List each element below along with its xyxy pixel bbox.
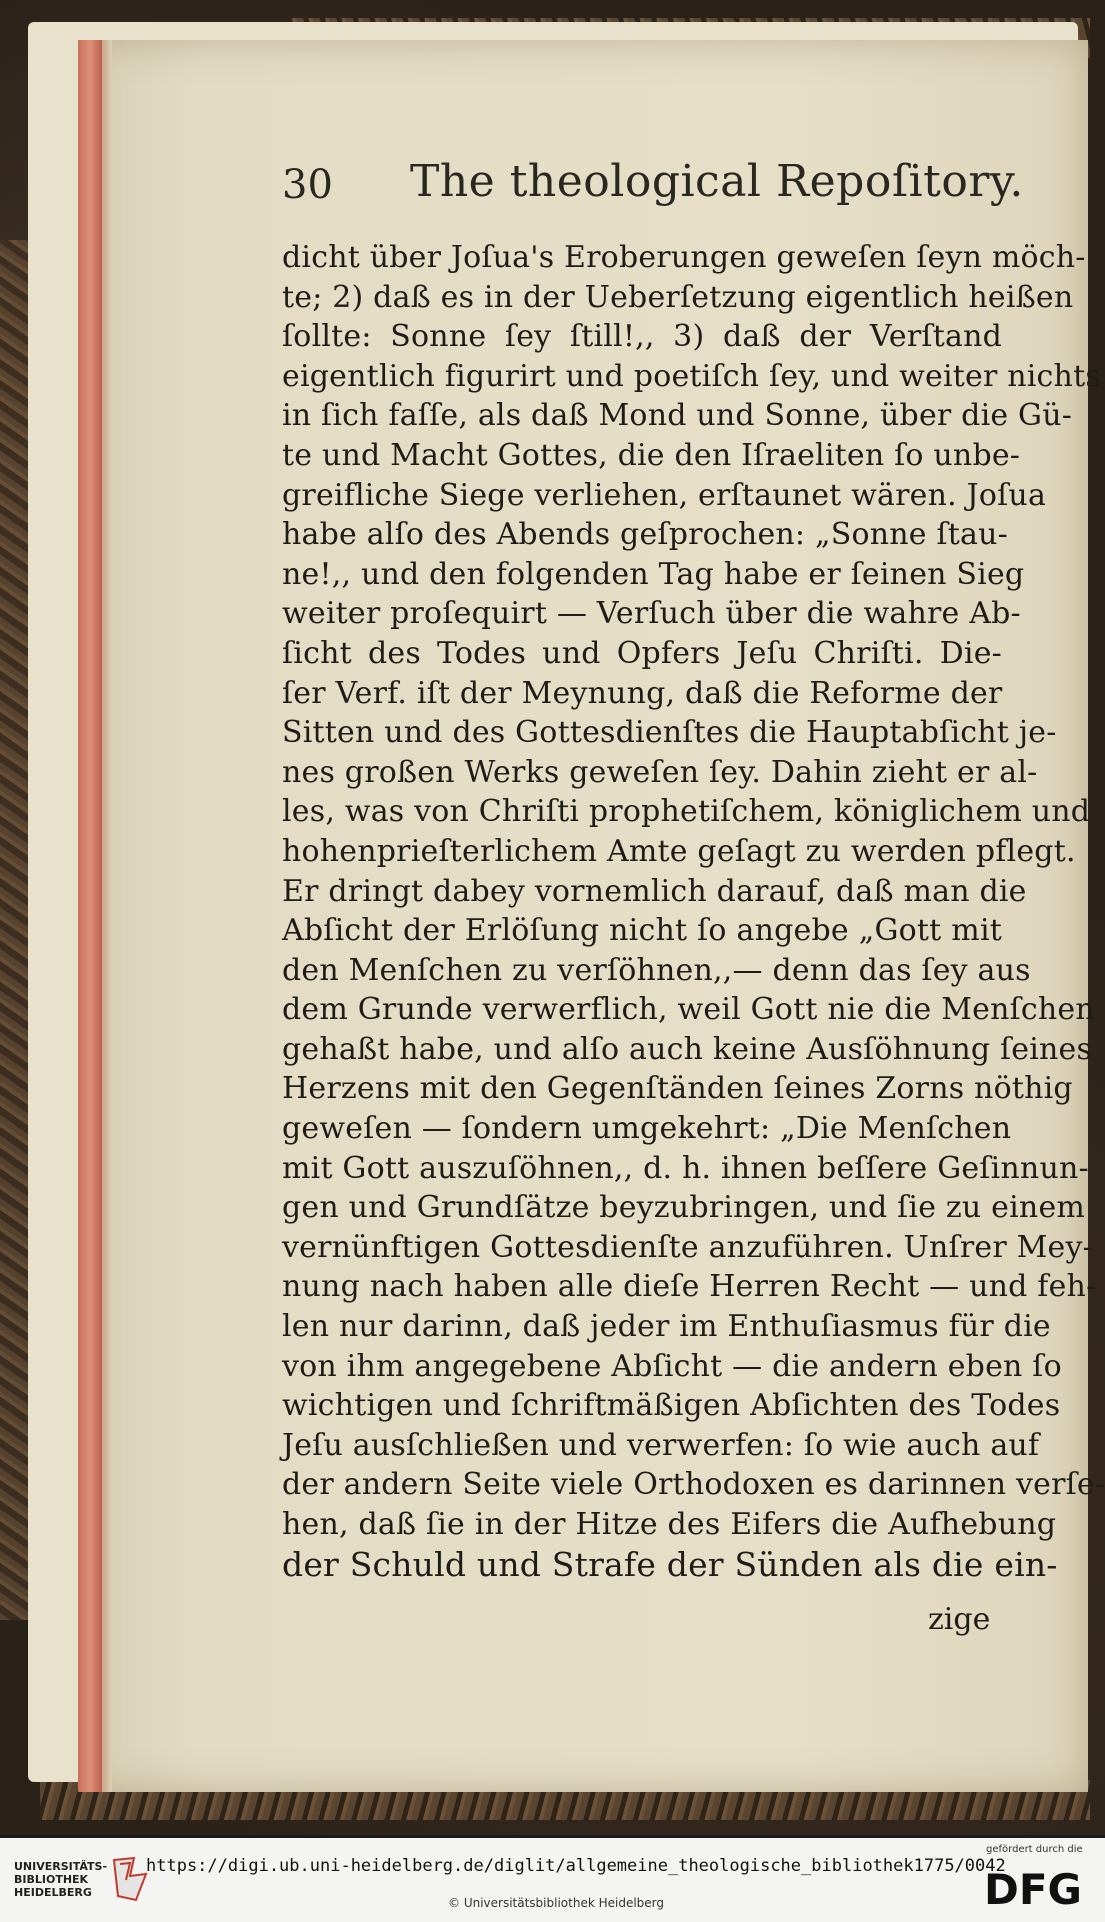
text-line: Jeſu ausſchließen und verwerfen: ſo wie auch auf [282, 1427, 1040, 1463]
page-header [282, 156, 1024, 216]
library-name-line: HEIDELBERG [14, 1886, 92, 1899]
text-line: te; 2) daß es in der Ueberſetzung eigentlich heißen [282, 279, 1074, 315]
text-line: hohenprieſterlichem Amte geſagt zu werden pflegt. [282, 833, 1076, 869]
dfg-logo [980, 1860, 1092, 1912]
text-line: ſer Verf. iſt der Meynung, daß die Reforme der [282, 675, 1003, 711]
red-page-edge [78, 40, 102, 1792]
text-line: ne!,, und den folgenden Tag habe er ſeinen Sieg [282, 556, 1025, 592]
funding-note: gefördert durch die [986, 1844, 1083, 1855]
text-line: greifliche Siege verliehen, erſtaunet wären. Joſua [282, 477, 1047, 513]
text-line: les, was von Chriſti prophetiſchem, königlichem und [282, 794, 1091, 830]
text-line: Herzens mit den Gegenſtänden ſeines Zorns nöthig [282, 1071, 1073, 1107]
page-edge-shadow [102, 40, 112, 1792]
text-line: geweſen — ſondern umgekehrt: „Die Menſchen [282, 1111, 1012, 1147]
text-line: nes großen Werks geweſen ſey. Dahin zieht er al- [282, 754, 1038, 790]
text-line: Abſicht der Erlöſung nicht ſo angebe „Gott mit [282, 913, 1002, 949]
library-emblem-icon [110, 1856, 150, 1902]
library-name-line: BIBLIOTHEK [14, 1873, 89, 1886]
text-line: te und Macht Gottes, die den Iſraeliten ſo unbe- [282, 437, 1021, 473]
text-line: Sitten und des Gottesdienſtes die Hauptabſicht je- [282, 715, 1057, 751]
copyright-notice: © Universitätsbibliothek Heidelberg [448, 1896, 665, 1910]
permalink-url[interactable]: https://digi.ub.uni-heidelberg.de/diglit/allgemeine_theologische_bibliothek1775/0042 [146, 1856, 1006, 1876]
text-line: eigentlich figurirt und poetiſch ſey, und weiter nichts [282, 358, 1101, 394]
text-line: gehaßt habe, und alſo auch keine Ausſöhnung ſeines [282, 1031, 1093, 1067]
viewer-footer [0, 1838, 1105, 1922]
text-line: dicht über Joſua's Eroberungen geweſen ſeyn möch- [282, 240, 1086, 275]
library-name-line: UNIVERSITÄTS- [14, 1860, 108, 1873]
text-line: ſicht des Todes und Opfers Jeſu Chriſti. Die- [282, 635, 1002, 671]
text-line: wichtigen und ſchriftmäßigen Abſichten des Todes [282, 1388, 1061, 1424]
library-logo [14, 1860, 107, 1899]
text-line: Er dringt dabey vornemlich darauf, daß man die [282, 873, 1027, 909]
text-line: weiter proſequirt — Verſuch über die wahre Ab- [282, 596, 1021, 632]
catchword: zige [928, 1602, 991, 1637]
page-number: 30 [282, 162, 333, 208]
text-line: gen und Grundſätze beyzubringen, und ſie zu einem [282, 1190, 1086, 1226]
text-line: vernünftigen Gottesdienſte anzuführen. Unſrer Mey- [282, 1229, 1093, 1265]
running-title: The theological Repoſitory. [410, 156, 1024, 207]
text-line: der Schuld und Strafe der Sünden als die ein- [282, 1544, 1058, 1584]
text-line: hen, daß ſie in der Hitze des Eifers die Aufhebung [282, 1507, 1057, 1542]
text-line: ſollte: Sonne ſey ſtill!,, 3) daß der Verſtand [282, 319, 1002, 355]
text-line: mit Gott auszuſöhnen,, d. h. ihnen beſſere Geſinnun- [282, 1150, 1089, 1186]
text-line: nung nach haben alle dieſe Herren Recht — und feh- [282, 1269, 1097, 1305]
text-line: von ihm angegebene Abſicht — die andern eben ſo [282, 1348, 1062, 1384]
text-line: len nur darinn, daß jeder im Enthuſiasmus für die [282, 1309, 1051, 1345]
dfg-logo-text: DFG [984, 1865, 1083, 1912]
text-line: der andern Seite viele Orthodoxen es darinnen verſe- [282, 1467, 1105, 1503]
text-line: den Menſchen zu verſöhnen,,— denn das ſey aus [282, 952, 1031, 988]
text-line: dem Grunde verwerflich, weil Gott nie die Menſchen [282, 992, 1095, 1028]
text-line: in ſich faſſe, als daß Mond und Sonne, über die Gü- [282, 398, 1073, 434]
text-line: habe alſo des Abends geſprochen: „Sonne ſtau- [282, 517, 1008, 553]
body-text [282, 238, 1105, 1584]
